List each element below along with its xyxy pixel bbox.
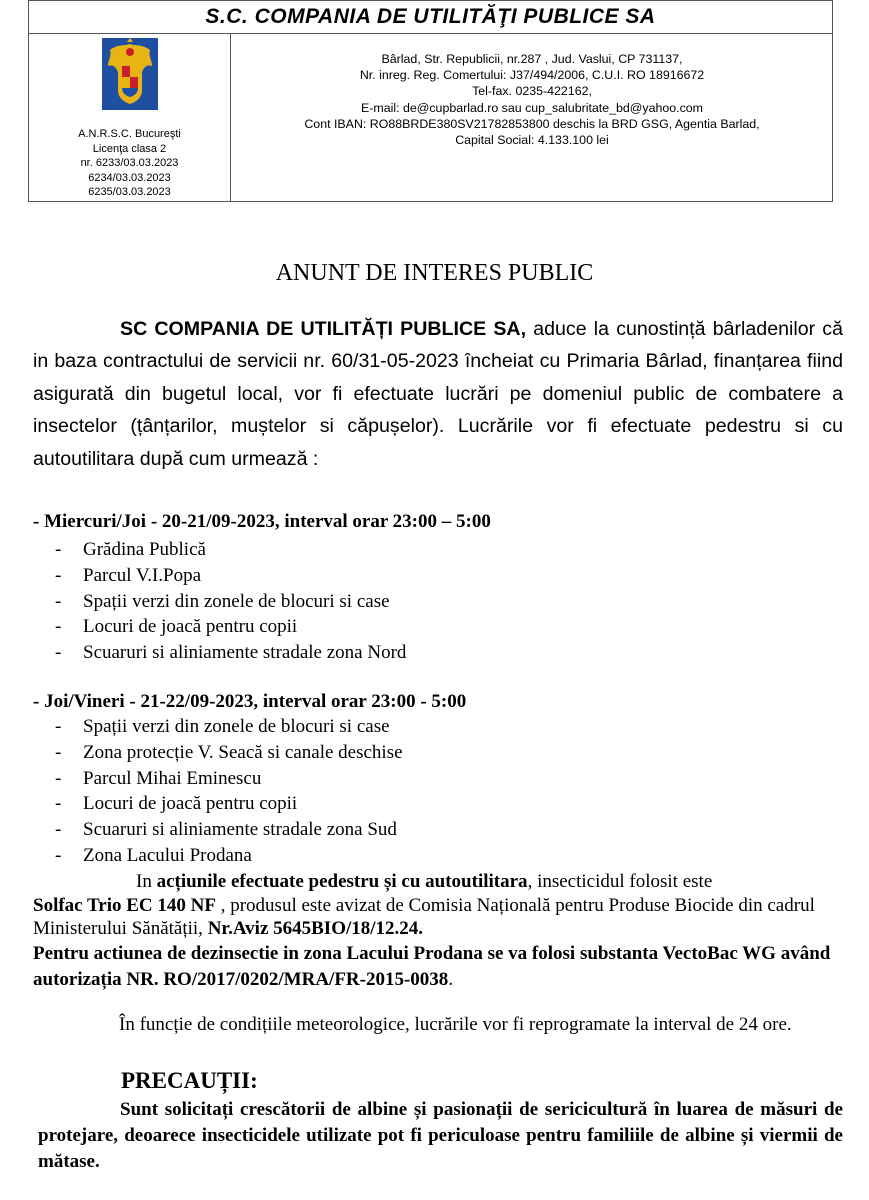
list-item: - Locuri de joacă pentru copii bbox=[55, 614, 406, 640]
contact-line: Cont IBAN: RO88BRDE380SV21782853800 deschis la BRD GSG, Agentia Barlad, bbox=[304, 116, 760, 131]
precautions-paragraph: Sunt solicitați crescătorii de albine și pasionații de sericicultură în luarea de măsuri de protejare, deoarece insecticidele utilizate pot fi periculoase pentru familiile de albine și viermii de mătase. bbox=[38, 1099, 843, 1172]
list-dash: - bbox=[55, 716, 62, 737]
licence-line: A.N.R.S.C. Bucureşti bbox=[78, 128, 181, 140]
list-item: - Spații verzi din zonele de blocuri si case bbox=[55, 714, 403, 740]
company-name: S.C. COMPANIA DE UTILITĂŢI PUBLICE SA bbox=[29, 1, 832, 34]
contact-line: Nr. inreg. Reg. Comertului: J37/494/2006, C.U.I. RO 18916672 bbox=[359, 68, 705, 83]
conditions-paragraph: În funcție de condițiile meteorologice, lucrările vor fi reprogramate la interval de 24 ore. bbox=[119, 1014, 792, 1035]
list-item: - Spații verzi din zonele de blocuri si case bbox=[55, 589, 406, 615]
list-dash: - bbox=[55, 793, 62, 815]
romania-coat-of-arms-icon bbox=[102, 38, 158, 110]
list-dash: - bbox=[55, 564, 62, 586]
licence-line: 6234/03.03.2023 bbox=[88, 171, 171, 184]
schedule-list-2 bbox=[55, 714, 403, 869]
list-dash: - bbox=[55, 616, 62, 638]
vectobac-paragraph: Pentru actiunea de dezinsectie in zona Lacului Prodana se va folosi substanta VectoBac WG având autorizația NR. RO/2017/0202/MRA/FR-2015-0038. bbox=[33, 943, 831, 990]
list-item: - Zona Lacului Prodana bbox=[55, 843, 403, 869]
letterhead bbox=[28, 0, 833, 202]
list-dash: - bbox=[55, 767, 62, 789]
list-dash: - bbox=[55, 819, 62, 841]
letterhead-left-cell bbox=[29, 33, 231, 201]
insecticide-paragraph: In acțiunile efectuate pedestru și cu autoutilitara, insecticidul folosit este Solfac Trio EC 140 NF , produsul este avizat de Comisia Națională pentru Produse Biocide din cadrul Ministerului Sănătății, Nr.Aviz 5645BIO/18/12.24. bbox=[33, 871, 815, 939]
company-name-bold: SC COMPANIA DE UTILITĂȚI PUBLICE SA, bbox=[120, 318, 527, 340]
licence-line: 6235/03.03.2023 bbox=[88, 186, 171, 198]
list-dash: - bbox=[55, 590, 62, 612]
notice-intro-text: aduce la cunostință bârladenilor că in baza contractului de servicii nr. 60/31-05-2023 încheiat cu Primaria Bârlad, finanțarea fiind asigurată din bugetul local, vor fi efectuate lucrări pe domeniul public de combatere a insectelor (țânțarilor, muștelor si căpușelor). Lucrările vor fi efectuate pedestru si cu autoutilitara după cum urmează : bbox=[33, 318, 843, 470]
list-item: - Scuaruri si aliniamente stradale zona Sud bbox=[55, 817, 403, 843]
licence-line: Licenţa clasa 2 bbox=[92, 142, 167, 155]
list-dash: - bbox=[55, 741, 62, 763]
contact-line: Bârlad, Str. Republicii, nr.287 , Jud. Vaslui, CP 731137, bbox=[381, 52, 683, 66]
schedule-heading-1: - Miercuri/Joi - 20-21/09-2023, interval orar 23:00 – 5:00 bbox=[33, 511, 491, 532]
list-dash: - bbox=[55, 539, 62, 560]
list-item: - Parcul Mihai Eminescu bbox=[55, 766, 403, 792]
licence-line: nr. 6233/03.03.2023 bbox=[80, 157, 179, 169]
notice-intro bbox=[33, 313, 843, 475]
schedule-list-1 bbox=[55, 537, 406, 666]
licence-info bbox=[29, 127, 230, 200]
product-name: Solfac Trio EC 140 NF bbox=[33, 894, 216, 916]
notice-title: ANUNT DE INTERES PUBLIC bbox=[275, 260, 594, 286]
list-item: - Parcul V.I.Popa bbox=[55, 563, 406, 589]
contact-line: E-mail: de@cupbarlad.ro sau cup_salubritate_bd@yahoo.com bbox=[361, 100, 703, 115]
contact-line: Tel-fax. 0235-422162, bbox=[472, 84, 592, 99]
list-dash: - bbox=[55, 844, 62, 866]
list-dash: - bbox=[55, 642, 62, 664]
application-method: acțiunile efectuate pedestru și cu autoutilitara bbox=[156, 871, 528, 892]
contact-line: Capital Social: 4.133.100 lei bbox=[455, 133, 609, 148]
contact-info bbox=[231, 51, 833, 148]
list-item: - Grădina Publică bbox=[55, 537, 406, 563]
list-item: - Zona protecție V. Seacă si canale deschise bbox=[55, 740, 403, 766]
schedule-heading-2: - Joi/Vineri - 21-22/09-2023, interval orar 23:00 - 5:00 bbox=[33, 691, 467, 712]
list-item: - Scuaruri si aliniamente stradale zona Nord bbox=[55, 640, 406, 666]
list-item: - Locuri de joacă pentru copii bbox=[55, 791, 403, 817]
precautions-title: PRECAUȚII: bbox=[121, 1068, 258, 1093]
aviz-number: Nr.Aviz 5645BIO/18/12.24. bbox=[207, 918, 424, 939]
